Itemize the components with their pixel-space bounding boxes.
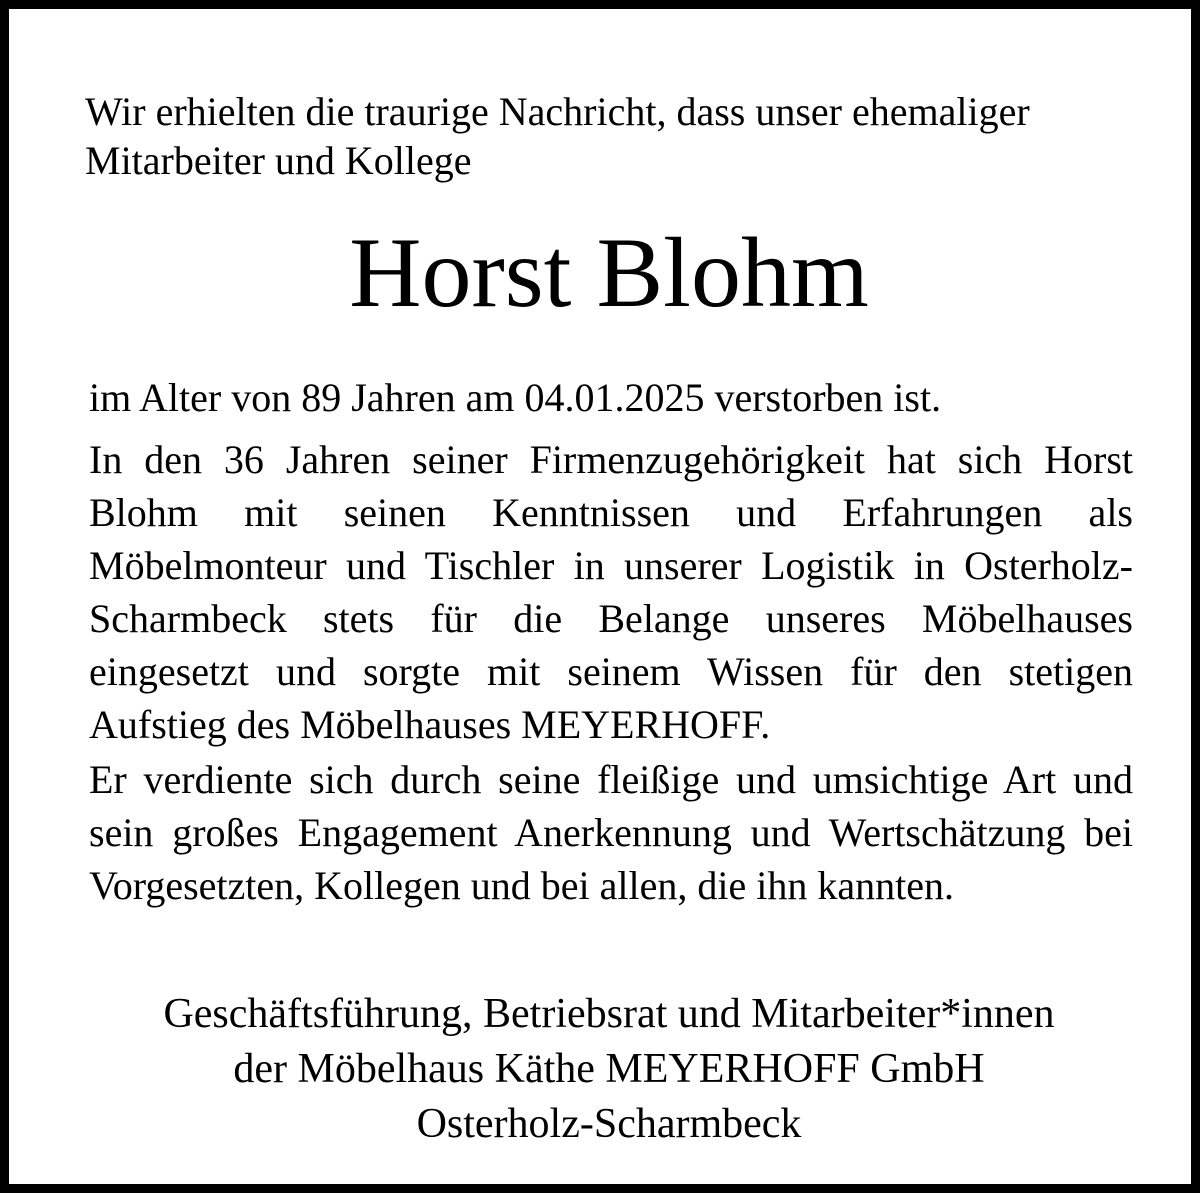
intro-line-2: Mitarbeiter und Kollege (85, 138, 472, 183)
intro-text (85, 87, 1145, 185)
service-paragraph: In den 36 Jahren seiner Firmenzugehörigkeit hat sich Horst Blohm mit seinen Kenntnissen und Erfahrungen als Möbelmonteur und Tischler in unserer Logistik in Osterholz-Scharmbeck stets für die Belange unseres Möbelhauses eingesetzt und sorgte mit seinem Wissen für den stetigen Aufstieg des Möbelhauses MEYERHOFF. (89, 437, 1133, 747)
deceased-name: Horst Blohm (349, 217, 869, 328)
signature-line-1: Geschäftsführung, Betriebsrat und Mitarbeiter*innen (163, 991, 1055, 1037)
signature-line-2: der Möbelhaus Käthe MEYERHOFF GmbH (233, 1046, 985, 1092)
intro-line-1: Wir erhielten die traurige Nachricht, dass unser ehemaliger (85, 89, 1030, 134)
merit-paragraph: Er verdiente sich durch seine fleißige und umsichtige Art und sein großes Engagement Anerkennung und Wertschätzung bei Vorgesetzten, Kollegen und bei allen, die ihn kannten. (89, 757, 1133, 908)
signature-block (9, 987, 1200, 1152)
signature-line-3: Osterholz-Scharmbeck (416, 1101, 802, 1147)
age-and-date-line: im Alter von 89 Jahren am 04.01.2025 verstorben ist. (89, 375, 942, 420)
